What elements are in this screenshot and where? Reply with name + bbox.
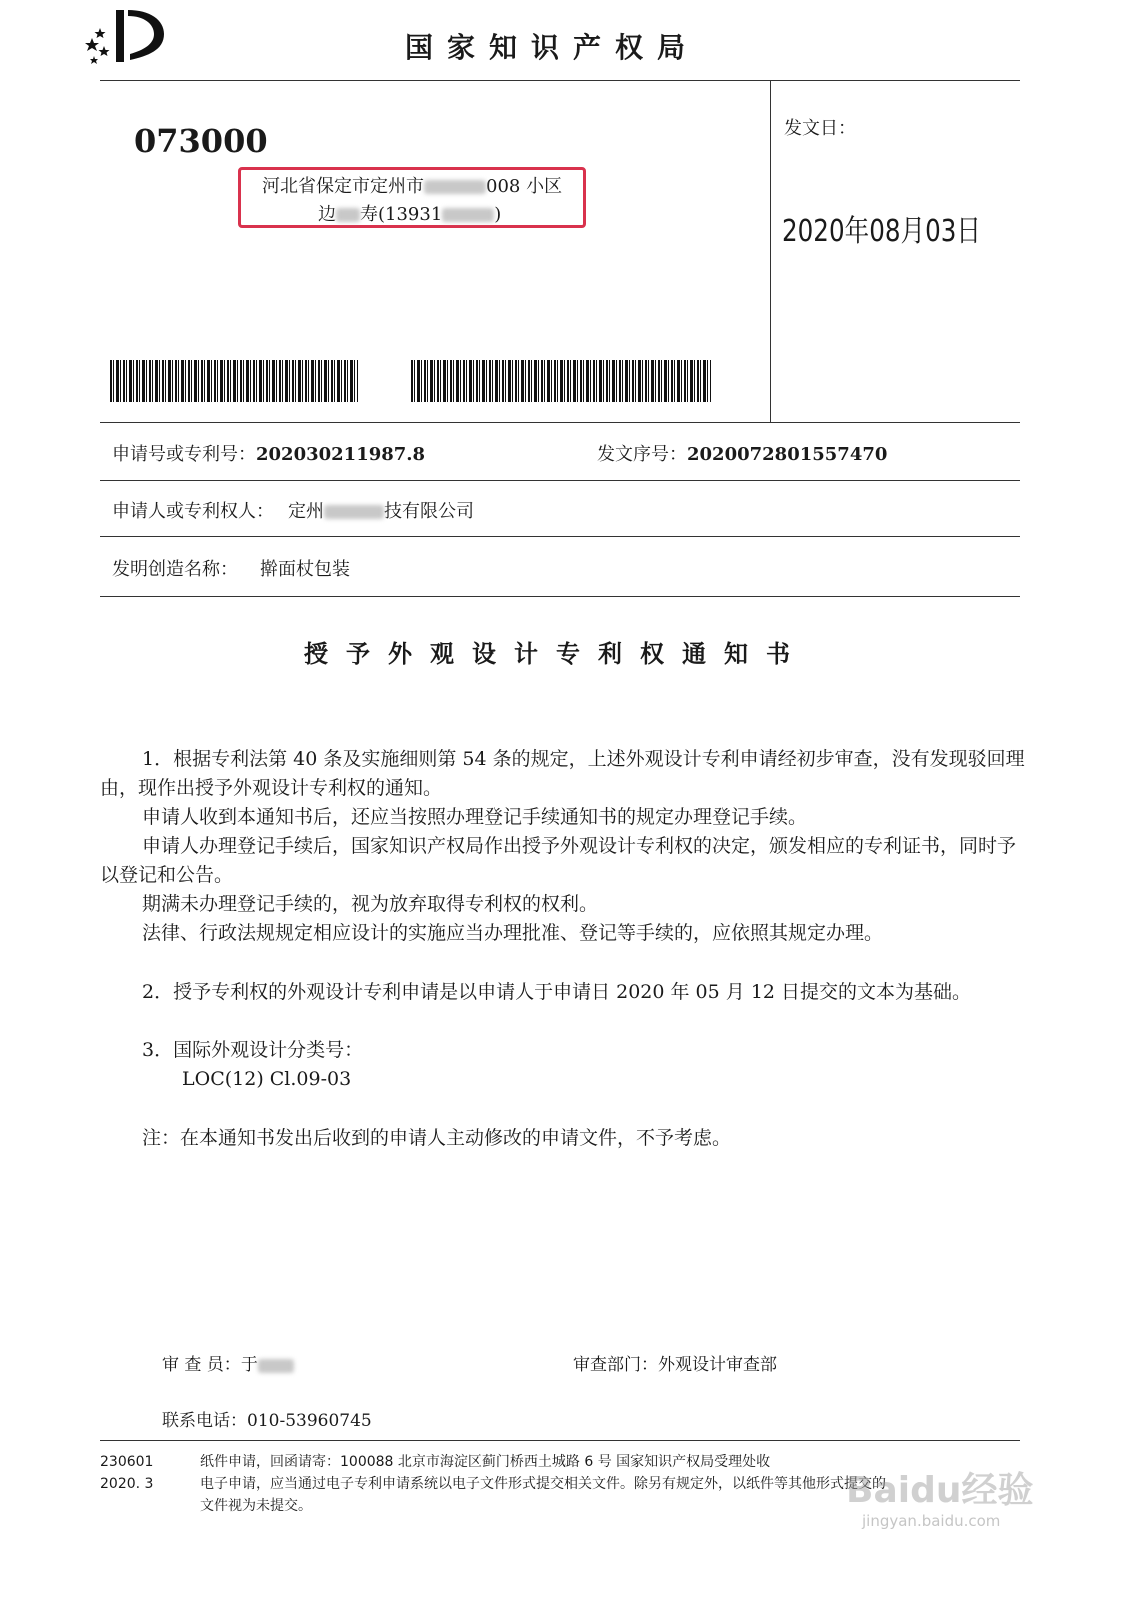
application-number: 202030211987.8 (256, 444, 426, 465)
office-name: 国家知识产权局 (405, 31, 700, 64)
redacted-text (336, 208, 360, 222)
footer-line-2: 电子申请，应当通过电子专利申请系统以电子文件形式提交相关文件。除另有规定外，以纸件等其他形式提交的 (200, 1476, 886, 1492)
info-rule-3 (100, 536, 1020, 537)
classification-code: LOC(12) Cl.09-03 (182, 1068, 352, 1090)
paragraph-2: 申请人收到本通知书后，还应当按照办理登记手续通知书的规定办理登记手续。 (142, 806, 808, 828)
paragraph-7: 3．国际外观设计分类号： (142, 1039, 364, 1061)
redacted-text (424, 180, 486, 194)
serial-number-row: 发文序号：2020072801557470 (597, 444, 888, 465)
examiner-row: 审 查 员：于 (162, 1350, 294, 1375)
address-line-1: 河北省保定市定州市 008 小区 (262, 176, 563, 197)
applicant-row: 申请人或专利权人： 定州 技有限公司 (112, 501, 474, 522)
watermark-url: jingyan.baidu.com (862, 1512, 1001, 1530)
design-name-row: 发明创造名称： 擀面杖包装 (112, 559, 350, 580)
info-rule-4 (100, 596, 1020, 597)
paragraph-5: 法律、行政法规规定相应设计的实施应当办理批准、登记等手续的，应依照其规定办理。 (142, 922, 884, 944)
postal-code: 073000 (134, 122, 268, 160)
paragraph-1: 1．根据专利法第 40 条及实施细则第 54 条的规定，上述外观设计专利申请经初步审查，没有发现驳回理由，现作出授予外观设计专利权的通知。 (100, 748, 1025, 799)
paragraph-3: 申请人办理登记手续后，国家知识产权局作出授予外观设计专利权的决定，颁发相应的专利证书，同时予以登记和公告。 (100, 835, 1017, 886)
paragraph-4: 期满未办理登记手续的，视为放弃取得专利权的权利。 (142, 893, 599, 915)
form-code: 230601 (100, 1454, 154, 1470)
date-column-divider (770, 80, 771, 423)
note: 注：在本通知书发出后收到的申请人主动修改的申请文件，不予考虑。 (142, 1127, 732, 1149)
form-version: 2020. 3 (100, 1476, 154, 1492)
footer-line-1: 纸件申请，回函请寄：100088 北京市海淀区蓟门桥西土城路 6 号 国家知识产权局受理处收 (200, 1454, 771, 1470)
footer-rule (100, 1440, 1020, 1441)
address-line-2: 边 寿(13931 ) (318, 204, 502, 225)
cnipa-logo-icon (80, 6, 170, 66)
serial-number: 2020072801557470 (687, 444, 888, 465)
info-rule-2 (100, 480, 1020, 481)
redacted-text (258, 1359, 294, 1373)
barcode-left (110, 360, 358, 402)
redacted-text (442, 208, 494, 222)
issue-date: 2020年08月03日 (782, 214, 982, 249)
application-number-row: 申请号或专利号：202030211987.8 (112, 444, 426, 465)
paragraph-6: 2．授予专利权的外观设计专利申请是以申请人于申请日 2020 年 05 月 12 日提交的文本为基础。 (142, 981, 972, 1003)
issue-date-label: 发文日： (784, 118, 856, 139)
design-name: 擀面杖包装 (260, 559, 350, 580)
department-row: 审查部门：外观设计审查部 (573, 1355, 777, 1375)
header-rule (100, 80, 1020, 81)
notice-title: 授予外观设计专利权通知书 (304, 640, 808, 668)
footer-line-3: 文件视为未提交。 (200, 1498, 312, 1514)
redacted-text (324, 505, 384, 519)
info-rule-1 (100, 422, 1020, 423)
contact-phone-row: 联系电话：010-53960745 (162, 1411, 372, 1431)
barcode-right (411, 360, 711, 402)
watermark-brand: Baidu经验 (846, 1470, 1034, 1511)
